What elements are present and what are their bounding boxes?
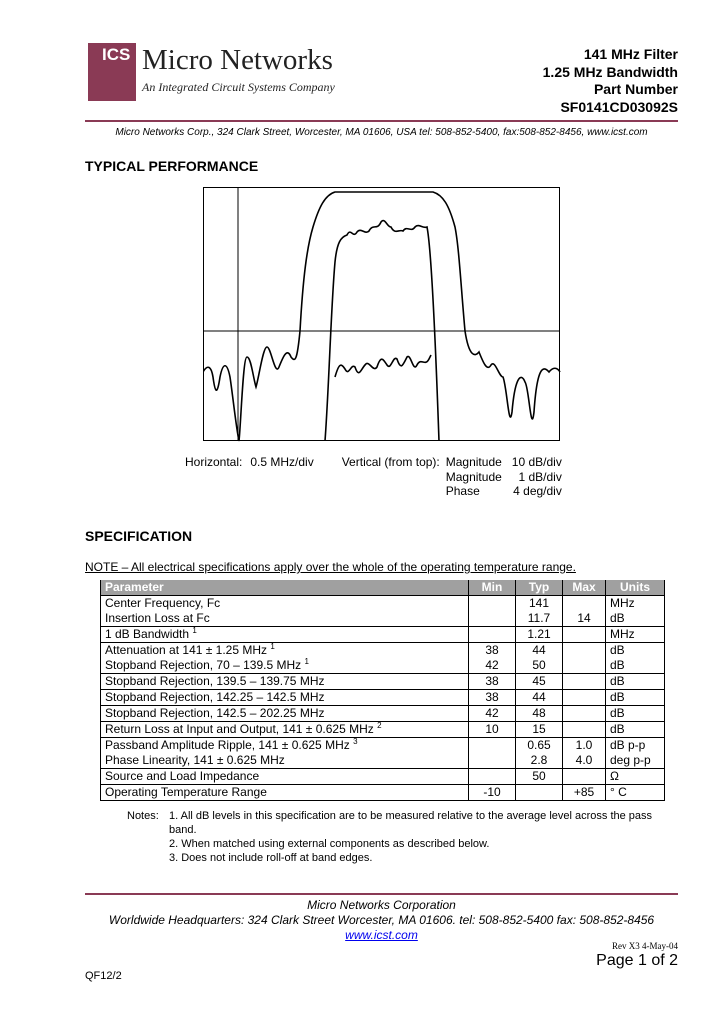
table-row — [101, 658, 665, 674]
units-cell — [606, 596, 665, 612]
plot-frame — [204, 188, 560, 441]
trace-scale: 4 deg/div — [513, 484, 562, 498]
form-code: QF12/2 — [85, 970, 122, 982]
table-row — [101, 769, 665, 785]
min-cell-text: 38 — [485, 690, 499, 704]
parameter-cell — [101, 785, 469, 801]
units-cell-text: dB — [610, 658, 625, 672]
brand-name: Micro Networks — [142, 44, 333, 76]
table-row — [101, 643, 665, 659]
max-cell-text: 14 — [577, 611, 591, 625]
units-cell — [606, 611, 665, 627]
units-cell — [606, 753, 665, 769]
product-title — [543, 46, 678, 116]
parameter-cell-text: Phase Linearity, 141 ± 0.625 MHz — [105, 753, 285, 767]
max-cell-text: +85 — [573, 785, 595, 799]
parameter-cell-text: Stopband Rejection, 142.5 – 202.25 MHz — [105, 706, 325, 720]
min-cell-text: 42 — [485, 658, 499, 672]
max-cell — [563, 785, 606, 801]
max-cell — [563, 611, 606, 627]
specification-table — [100, 580, 665, 801]
trace-name: Magnitude — [445, 469, 502, 484]
note-item: 1. All dB levels in this specification are to be measured relative to the average level across the pass band. — [169, 810, 653, 836]
footer-hq: Worldwide Headquarters: 324 Clark Street Worcester, MA 01606. tel: 508-852-5400 fax: 508-852-8456 — [108, 913, 655, 927]
parameter-cell — [101, 753, 469, 769]
units-cell-text: ° C — [610, 785, 627, 799]
parameter-cell — [101, 611, 469, 627]
max-cell-text: 4.0 — [575, 753, 593, 767]
units-cell-text: MHz — [610, 627, 635, 641]
typ-cell-text: 141 — [528, 596, 550, 610]
units-cell-text: dB — [610, 722, 625, 736]
min-cell — [469, 611, 516, 627]
ics-logo — [88, 43, 136, 101]
typ-cell-text: 50 — [532, 769, 546, 783]
max-cell-text: 1.0 — [575, 738, 593, 752]
min-cell-text: -10 — [483, 785, 501, 799]
parameter-cell-text: Insertion Loss at Fc — [105, 611, 210, 625]
units-cell-text: MHz — [610, 596, 635, 610]
typ-cell — [516, 627, 563, 643]
footnote-ref: 3 — [353, 737, 358, 746]
column-header: Units — [606, 580, 665, 596]
units-cell — [606, 738, 665, 754]
horizontal-scale-label: Horizontal: — [185, 455, 243, 469]
parameter-cell-text: Operating Temperature Range — [105, 785, 267, 799]
max-cell — [563, 738, 606, 754]
parameter-cell — [101, 722, 469, 738]
table-row — [101, 722, 665, 738]
note-item: 3. Does not include roll-off at band edges. — [169, 852, 373, 864]
parameter-cell-text: Passband Amplitude Ripple, 141 ± 0.625 MHz — [105, 738, 350, 752]
parameter-cell-text: Stopband Rejection, 70 – 139.5 MHz — [105, 658, 302, 672]
trace-scale: 10 dB/div — [511, 455, 562, 469]
max-cell — [563, 674, 606, 690]
typ-cell-text: 0.65 — [527, 738, 551, 752]
typ-cell — [516, 706, 563, 722]
typ-cell-text: 48 — [532, 706, 546, 720]
part-number: SF0141CD03092S — [560, 98, 678, 115]
units-cell-text: dB — [610, 611, 625, 625]
notes-label: Notes: — [127, 810, 159, 822]
parameter-cell — [101, 596, 469, 612]
units-cell-text: deg p-p — [610, 753, 651, 767]
min-cell — [469, 706, 516, 722]
spec-section — [100, 580, 680, 865]
min-cell — [469, 674, 516, 690]
units-cell — [606, 658, 665, 674]
typ-cell — [516, 643, 563, 659]
parameter-cell-text: Stopband Rejection, 142.25 – 142.5 MHz — [105, 690, 325, 704]
min-cell — [469, 658, 516, 674]
trace-scale: 1 dB/div — [518, 469, 562, 484]
typ-cell-text: 1.21 — [527, 627, 551, 641]
logo-text: ICS — [102, 45, 131, 64]
typ-cell-text: 44 — [532, 690, 546, 704]
table-row — [101, 627, 665, 643]
performance-plot — [203, 187, 561, 442]
column-header: Min — [469, 580, 516, 596]
parameter-cell-text: Source and Load Impedance — [105, 769, 260, 783]
units-cell — [606, 706, 665, 722]
units-cell — [606, 769, 665, 785]
min-cell-text: 38 — [485, 643, 499, 657]
footnote-ref: 1 — [304, 657, 309, 666]
footer-website-link[interactable]: www.icst.com — [345, 928, 418, 942]
plot-caption — [185, 455, 562, 499]
units-cell-text: dB p-p — [610, 738, 646, 752]
max-cell — [563, 769, 606, 785]
min-cell — [469, 738, 516, 754]
footnote-ref: 1 — [270, 642, 275, 651]
parameter-cell — [101, 674, 469, 690]
typ-cell-text: 45 — [532, 674, 546, 688]
parameter-cell — [101, 706, 469, 722]
parameter-cell-text: Return Loss at Input and Output, 141 ± 0.625 MHz — [105, 722, 374, 736]
column-header: Max — [563, 580, 606, 596]
table-row — [101, 611, 665, 627]
table-row — [101, 785, 665, 801]
title-line: 1.25 MHz Bandwidth — [542, 63, 678, 80]
parameter-cell — [101, 690, 469, 706]
min-cell-text: 42 — [485, 706, 499, 720]
parameter-cell — [101, 627, 469, 643]
typ-cell-text: 50 — [532, 658, 546, 672]
units-cell-text: dB — [610, 674, 625, 688]
specification-heading: SPECIFICATION — [85, 528, 193, 544]
min-cell — [469, 690, 516, 706]
parameter-cell-text: Attenuation at 141 ± 1.25 MHz — [105, 643, 268, 657]
typ-cell-text: 2.8 — [530, 753, 548, 767]
min-cell — [469, 753, 516, 769]
title-line: Part Number — [593, 81, 678, 97]
notes-list — [169, 809, 680, 865]
table-header-row — [101, 580, 665, 596]
revision: Rev X3 4-May-04 — [612, 941, 678, 951]
footer-company: Micro Networks Corporation — [307, 898, 456, 912]
brand-tagline: An Integrated Circuit Systems Company — [142, 80, 335, 94]
typ-cell — [516, 674, 563, 690]
column-header: Typ — [516, 580, 563, 596]
units-cell — [606, 643, 665, 659]
parameter-cell — [101, 769, 469, 785]
footnote-ref: 2 — [377, 721, 382, 730]
parameter-cell-text: 1 dB Bandwidth — [105, 627, 190, 641]
min-cell-text: 38 — [485, 674, 499, 688]
min-cell — [469, 643, 516, 659]
units-cell — [606, 627, 665, 643]
max-cell — [563, 690, 606, 706]
parameter-cell — [101, 643, 469, 659]
page-number: Page 1 of 2 — [596, 952, 678, 969]
typ-cell — [516, 769, 563, 785]
units-cell — [606, 785, 665, 801]
company-address: Micro Networks Corp., 324 Clark Street, Worcester, MA 01606, USA tel: 508-852-5400, fax:508-852-8456, www.icst.com — [115, 127, 648, 138]
min-cell — [469, 627, 516, 643]
typ-cell — [516, 785, 563, 801]
units-cell-text: dB — [610, 706, 625, 720]
parameter-cell-text: Stopband Rejection, 139.5 – 139.75 MHz — [105, 674, 325, 688]
max-cell — [563, 658, 606, 674]
units-cell-text: dB — [610, 690, 625, 704]
table-row — [101, 596, 665, 612]
min-cell — [469, 785, 516, 801]
min-cell — [469, 722, 516, 738]
footnote-ref: 1 — [192, 626, 197, 635]
vertical-scale-label: Vertical (from top): — [341, 455, 440, 469]
parameter-cell — [101, 738, 469, 754]
units-cell-text: dB — [610, 643, 625, 657]
units-cell-text: Ω — [610, 769, 619, 783]
typ-cell-text: 15 — [532, 722, 546, 736]
table-row — [101, 753, 665, 769]
spec-note: NOTE – All electrical specifications apply over the whole of the operating temperature range. — [85, 560, 576, 574]
footer-divider — [85, 893, 678, 895]
typ-cell — [516, 658, 563, 674]
max-cell — [563, 643, 606, 659]
units-cell — [606, 722, 665, 738]
typ-cell — [516, 722, 563, 738]
title-line: 141 MHz Filter — [583, 46, 678, 62]
min-cell — [469, 769, 516, 785]
typ-cell — [516, 611, 563, 627]
min-cell — [469, 596, 516, 612]
typ-cell-text: 11.7 — [527, 611, 551, 625]
typ-cell — [516, 690, 563, 706]
typ-cell-text: 44 — [532, 643, 546, 657]
parameter-cell — [101, 658, 469, 674]
max-cell — [563, 596, 606, 612]
units-cell — [606, 690, 665, 706]
table-row — [101, 738, 665, 754]
max-cell — [563, 627, 606, 643]
typ-cell — [516, 753, 563, 769]
column-header: Parameter — [101, 580, 469, 596]
table-row — [101, 706, 665, 722]
min-cell-text: 10 — [485, 722, 499, 736]
max-cell — [563, 722, 606, 738]
typ-cell — [516, 738, 563, 754]
table-row — [101, 674, 665, 690]
typ-cell — [516, 596, 563, 612]
header-divider — [85, 120, 678, 122]
performance-heading: TYPICAL PERFORMANCE — [85, 158, 259, 174]
horizontal-scale-value: 0.5 MHz/div — [250, 455, 314, 469]
table-row — [101, 690, 665, 706]
vertical-scale-list — [446, 455, 562, 499]
max-cell — [563, 753, 606, 769]
parameter-cell-text: Center Frequency, Fc — [105, 596, 221, 610]
notes-block — [100, 809, 680, 865]
trace-name: Phase — [445, 484, 480, 498]
note-item: 2. When matched using external components as described below. — [169, 838, 490, 850]
max-cell — [563, 706, 606, 722]
units-cell — [606, 674, 665, 690]
trace-name: Magnitude — [445, 455, 502, 469]
